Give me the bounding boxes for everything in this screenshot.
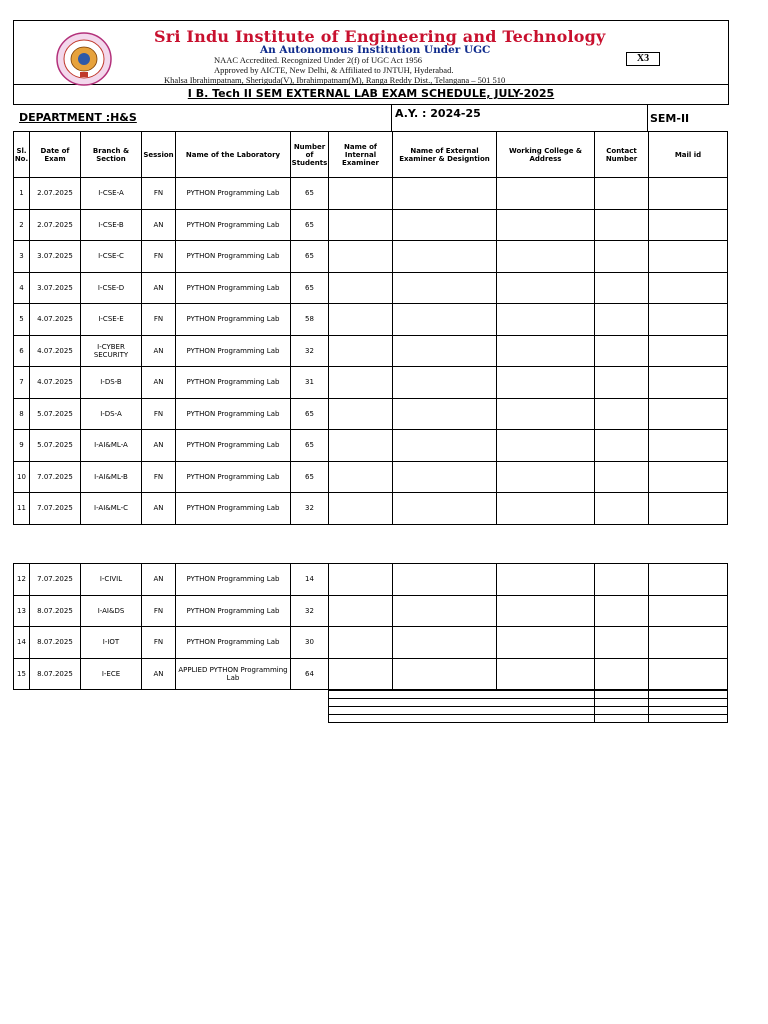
empty-cell xyxy=(497,241,595,273)
grid-cell xyxy=(595,691,649,699)
empty-cell xyxy=(329,595,393,627)
institute-code: X3 xyxy=(626,52,660,66)
empty-cell xyxy=(393,493,497,525)
empty-cell xyxy=(393,398,497,430)
students-cell: 58 xyxy=(291,304,329,336)
header-students: Number of Students xyxy=(291,132,329,178)
department-label: DEPARTMENT :H&S xyxy=(19,111,137,124)
laboratory-cell: PYTHON Programming Lab xyxy=(176,430,291,462)
date-cell: 4.07.2025 xyxy=(30,335,81,367)
address-line: Khalsa Ibrahimpatnam, Sheriguda(V), Ibrahimpatnam(M), Ranga Reddy Dist., Telangana – 501 510 xyxy=(164,75,506,85)
empty-cell xyxy=(393,367,497,399)
empty-cell xyxy=(329,430,393,462)
sl-no-cell: 14 xyxy=(14,627,30,659)
laboratory-cell: PYTHON Programming Lab xyxy=(176,241,291,273)
sl-no-cell: 15 xyxy=(14,658,30,690)
empty-cell xyxy=(497,272,595,304)
branch-cell: I-DS-A xyxy=(81,398,142,430)
students-cell: 64 xyxy=(291,658,329,690)
empty-cell xyxy=(649,398,728,430)
sl-no-cell: 7 xyxy=(14,367,30,399)
session-cell: AN xyxy=(142,209,176,241)
date-cell: 7.07.2025 xyxy=(30,564,81,596)
empty-cell xyxy=(649,178,728,210)
session-cell: AN xyxy=(142,367,176,399)
empty-cell xyxy=(649,241,728,273)
empty-cell xyxy=(649,367,728,399)
sl-no-cell: 8 xyxy=(14,398,30,430)
students-cell: 65 xyxy=(291,178,329,210)
schedule-table xyxy=(13,131,728,525)
date-cell: 2.07.2025 xyxy=(30,178,81,210)
grid-cell xyxy=(649,691,728,699)
empty-cell xyxy=(497,493,595,525)
empty-cell xyxy=(649,658,728,690)
empty-cell xyxy=(329,209,393,241)
empty-cell xyxy=(497,335,595,367)
header-date: Date of Exam xyxy=(30,132,81,178)
session-cell: FN xyxy=(142,627,176,659)
grid-cell xyxy=(329,707,595,715)
branch-cell: I-CSE-B xyxy=(81,209,142,241)
empty-cell xyxy=(329,272,393,304)
laboratory-cell: PYTHON Programming Lab xyxy=(176,304,291,336)
sl-no-cell: 9 xyxy=(14,430,30,462)
branch-cell: I-CSE-C xyxy=(81,241,142,273)
sl-no-cell: 3 xyxy=(14,241,30,273)
session-cell: FN xyxy=(142,178,176,210)
laboratory-cell: PYTHON Programming Lab xyxy=(176,564,291,596)
sl-no-cell: 1 xyxy=(14,178,30,210)
empty-cell xyxy=(497,595,595,627)
branch-cell: I-CSE-A xyxy=(81,178,142,210)
branch-cell: I-AI&DS xyxy=(81,595,142,627)
table-row xyxy=(14,595,728,627)
date-cell: 8.07.2025 xyxy=(30,658,81,690)
laboratory-cell: PYTHON Programming Lab xyxy=(176,367,291,399)
empty-cell xyxy=(393,209,497,241)
schedule-table-continued xyxy=(13,563,728,690)
empty-cell xyxy=(649,335,728,367)
table-row xyxy=(14,304,728,336)
session-cell: FN xyxy=(142,461,176,493)
empty-cell xyxy=(497,398,595,430)
empty-cell xyxy=(329,304,393,336)
students-cell: 65 xyxy=(291,209,329,241)
students-cell: 32 xyxy=(291,493,329,525)
students-cell: 65 xyxy=(291,241,329,273)
students-cell: 65 xyxy=(291,461,329,493)
session-cell: AN xyxy=(142,335,176,367)
sl-no-cell: 11 xyxy=(14,493,30,525)
empty-cell xyxy=(595,627,649,659)
empty-cell xyxy=(329,461,393,493)
empty-cell xyxy=(393,595,497,627)
empty-cell xyxy=(393,304,497,336)
empty-cell xyxy=(393,272,497,304)
empty-cell xyxy=(595,367,649,399)
empty-cell xyxy=(329,367,393,399)
header-sl-no: Sl. No. xyxy=(14,132,30,178)
table-row xyxy=(14,627,728,659)
empty-cell xyxy=(497,627,595,659)
date-cell: 4.07.2025 xyxy=(30,304,81,336)
date-cell: 4.07.2025 xyxy=(30,367,81,399)
students-cell: 32 xyxy=(291,335,329,367)
branch-cell: I-CYBER SECURITY xyxy=(81,335,142,367)
table-row xyxy=(14,178,728,210)
laboratory-cell: PYTHON Programming Lab xyxy=(176,209,291,241)
grid-cell xyxy=(595,715,649,723)
institute-logo-icon xyxy=(56,32,112,86)
empty-cell xyxy=(595,304,649,336)
session-cell: FN xyxy=(142,304,176,336)
empty-cell xyxy=(649,209,728,241)
empty-cell xyxy=(497,178,595,210)
empty-cell xyxy=(497,461,595,493)
students-cell: 31 xyxy=(291,367,329,399)
session-cell: FN xyxy=(142,398,176,430)
empty-cell xyxy=(329,658,393,690)
department-row xyxy=(13,105,729,131)
empty-cell xyxy=(329,335,393,367)
empty-cell xyxy=(595,564,649,596)
date-cell: 7.07.2025 xyxy=(30,461,81,493)
date-cell: 3.07.2025 xyxy=(30,272,81,304)
empty-cell xyxy=(595,209,649,241)
empty-cell xyxy=(595,461,649,493)
signature-grid xyxy=(328,690,728,723)
institute-header xyxy=(13,20,729,85)
schedule-title-row xyxy=(13,84,729,105)
laboratory-cell: PYTHON Programming Lab xyxy=(176,178,291,210)
branch-cell: I-ECE xyxy=(81,658,142,690)
empty-cell xyxy=(595,493,649,525)
sl-no-cell: 10 xyxy=(14,461,30,493)
session-cell: AN xyxy=(142,272,176,304)
header-external-examiner: Name of External Examiner & Designtion xyxy=(393,132,497,178)
table-row xyxy=(14,241,728,273)
empty-cell xyxy=(497,430,595,462)
empty-cell xyxy=(497,367,595,399)
branch-cell: I-AI&ML-C xyxy=(81,493,142,525)
empty-cell xyxy=(393,178,497,210)
empty-cell xyxy=(649,627,728,659)
empty-cell xyxy=(497,564,595,596)
grid-cell xyxy=(329,699,595,707)
schedule-title: I B. Tech II SEM EXTERNAL LAB EXAM SCHEDULE, JULY-2025 xyxy=(187,87,555,100)
empty-cell xyxy=(649,304,728,336)
empty-cell xyxy=(329,564,393,596)
session-cell: FN xyxy=(142,595,176,627)
session-cell: AN xyxy=(142,564,176,596)
institute-name: Sri Indu Institute of Engineering and Technology xyxy=(154,27,606,46)
grid-cell xyxy=(649,715,728,723)
empty-cell xyxy=(329,493,393,525)
date-cell: 3.07.2025 xyxy=(30,241,81,273)
table-row xyxy=(14,430,728,462)
date-cell: 5.07.2025 xyxy=(30,398,81,430)
header-college-address: Working College & Address xyxy=(497,132,595,178)
branch-cell: I-CIVIL xyxy=(81,564,142,596)
grid-cell xyxy=(595,707,649,715)
date-cell: 2.07.2025 xyxy=(30,209,81,241)
academic-year: A.Y. : 2024-25 xyxy=(395,107,481,120)
empty-cell xyxy=(329,627,393,659)
empty-cell xyxy=(649,564,728,596)
table-row xyxy=(14,564,728,596)
accreditation-line: NAAC Accredited. Recognized Under 2(f) of UGC Act 1956 xyxy=(214,55,422,65)
empty-cell xyxy=(393,335,497,367)
empty-cell xyxy=(595,430,649,462)
session-cell: AN xyxy=(142,430,176,462)
empty-cell xyxy=(497,304,595,336)
header-branch: Branch & Section xyxy=(81,132,142,178)
date-cell: 5.07.2025 xyxy=(30,430,81,462)
grid-cell xyxy=(649,699,728,707)
branch-cell: I-CSE-D xyxy=(81,272,142,304)
header-mail: Mail id xyxy=(649,132,728,178)
empty-cell xyxy=(497,658,595,690)
session-cell: AN xyxy=(142,493,176,525)
date-cell: 7.07.2025 xyxy=(30,493,81,525)
empty-cell xyxy=(329,241,393,273)
empty-cell xyxy=(497,209,595,241)
empty-cell xyxy=(595,241,649,273)
grid-cell xyxy=(329,715,595,723)
table-header-row xyxy=(14,132,728,178)
laboratory-cell: APPLIED PYTHON Programming Lab xyxy=(176,658,291,690)
empty-cell xyxy=(595,658,649,690)
empty-cell xyxy=(595,335,649,367)
laboratory-cell: PYTHON Programming Lab xyxy=(176,493,291,525)
laboratory-cell: PYTHON Programming Lab xyxy=(176,272,291,304)
empty-cell xyxy=(329,178,393,210)
sl-no-cell: 4 xyxy=(14,272,30,304)
header-laboratory: Name of the Laboratory xyxy=(176,132,291,178)
table-row xyxy=(14,335,728,367)
approval-line: Approved by AICTE, New Delhi, & Affiliated to JNTUH, Hyderabad. xyxy=(214,65,454,75)
empty-cell xyxy=(649,595,728,627)
sl-no-cell: 13 xyxy=(14,595,30,627)
branch-cell: I-IOT xyxy=(81,627,142,659)
laboratory-cell: PYTHON Programming Lab xyxy=(176,398,291,430)
divider xyxy=(391,105,392,131)
branch-cell: I-DS-B xyxy=(81,367,142,399)
grid-cell xyxy=(595,699,649,707)
table-row xyxy=(14,398,728,430)
header-internal-examiner: Name of Internal Examiner xyxy=(329,132,393,178)
laboratory-cell: PYTHON Programming Lab xyxy=(176,335,291,367)
empty-cell xyxy=(393,658,497,690)
empty-cell xyxy=(649,461,728,493)
grid-cell xyxy=(649,707,728,715)
table-row xyxy=(14,272,728,304)
table-row xyxy=(14,209,728,241)
grid-cell xyxy=(329,691,595,699)
table-row xyxy=(14,461,728,493)
header-session: Session xyxy=(142,132,176,178)
session-cell: AN xyxy=(142,658,176,690)
session-cell: FN xyxy=(142,241,176,273)
table-row xyxy=(14,493,728,525)
empty-cell xyxy=(595,178,649,210)
students-cell: 65 xyxy=(291,272,329,304)
empty-cell xyxy=(649,272,728,304)
students-cell: 14 xyxy=(291,564,329,596)
empty-cell xyxy=(329,398,393,430)
students-cell: 30 xyxy=(291,627,329,659)
students-cell: 65 xyxy=(291,398,329,430)
semester-label: SEM-II xyxy=(650,112,690,125)
institute-subtitle: An Autonomous Institution Under UGC xyxy=(260,44,491,56)
branch-cell: I-AI&ML-B xyxy=(81,461,142,493)
header-contact: Contact Number xyxy=(595,132,649,178)
students-cell: 65 xyxy=(291,430,329,462)
empty-cell xyxy=(393,430,497,462)
empty-cell xyxy=(393,241,497,273)
empty-cell xyxy=(393,627,497,659)
branch-cell: I-AI&ML-A xyxy=(81,430,142,462)
date-cell: 8.07.2025 xyxy=(30,627,81,659)
empty-cell xyxy=(649,430,728,462)
empty-cell xyxy=(595,272,649,304)
sl-no-cell: 5 xyxy=(14,304,30,336)
date-cell: 8.07.2025 xyxy=(30,595,81,627)
branch-cell: I-CSE-E xyxy=(81,304,142,336)
empty-cell xyxy=(595,595,649,627)
students-cell: 32 xyxy=(291,595,329,627)
empty-cell xyxy=(393,461,497,493)
sl-no-cell: 6 xyxy=(14,335,30,367)
sl-no-cell: 2 xyxy=(14,209,30,241)
empty-cell xyxy=(393,564,497,596)
empty-cell xyxy=(595,398,649,430)
sl-no-cell: 12 xyxy=(14,564,30,596)
table-row xyxy=(14,658,728,690)
laboratory-cell: PYTHON Programming Lab xyxy=(176,461,291,493)
empty-cell xyxy=(649,493,728,525)
table-row xyxy=(14,367,728,399)
laboratory-cell: PYTHON Programming Lab xyxy=(176,627,291,659)
divider xyxy=(647,105,648,131)
laboratory-cell: PYTHON Programming Lab xyxy=(176,595,291,627)
